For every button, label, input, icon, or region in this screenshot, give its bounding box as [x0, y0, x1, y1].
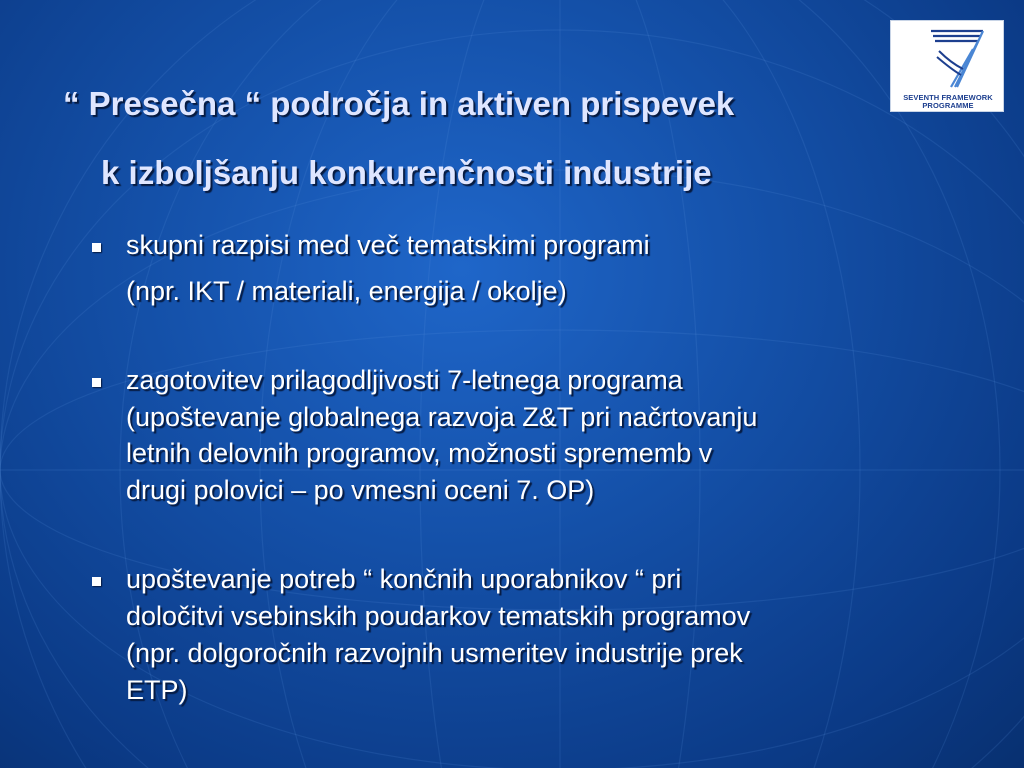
- bullet-2-line-2: (upoštevanje globalnega razvoja Z&T pri načrtovanju: [126, 402, 758, 432]
- bullet-1-line-2: (npr. IKT / materiali, energija / okolje): [126, 276, 567, 306]
- bullet-marker: [92, 378, 101, 387]
- logo-text-line-2: PROGRAMME: [922, 101, 974, 110]
- bullet-3-line-3: (npr. dolgoročnih razvojnih usmeritev industrije prek: [126, 638, 743, 668]
- bullet-2-line-1: zagotovitev prilagodljivosti 7-letnega programa: [126, 365, 683, 395]
- logo-text-line-1: SEVENTH FRAMEWORK: [903, 93, 993, 102]
- bullet-marker: [92, 243, 101, 252]
- fp7-seven-icon: [891, 21, 1005, 93]
- bullet-3-line-4: ETP): [126, 675, 188, 705]
- bullet-2-line-3: letnih delovnih programov, možnosti sprememb v: [126, 438, 713, 468]
- title-line-2: k izboljšanju konkurenčnosti industrije: [101, 154, 712, 191]
- fp7-logo: [890, 20, 1004, 112]
- bullet-3-line-1: upoštevanje potreb “ končnih uporabnikov “ pri: [126, 564, 682, 594]
- bullet-2-line-4: drugi polovici – po vmesni oceni 7. OP): [126, 475, 595, 505]
- bullet-marker: [92, 577, 101, 586]
- title-line-1: “ Presečna “ področja in aktiven prispevek: [63, 85, 735, 122]
- bullet-3-line-2: določitvi vsebinskih poudarkov tematskih programov: [126, 601, 751, 631]
- bullet-1-line-1: skupni razpisi med več tematskimi programi: [126, 230, 650, 260]
